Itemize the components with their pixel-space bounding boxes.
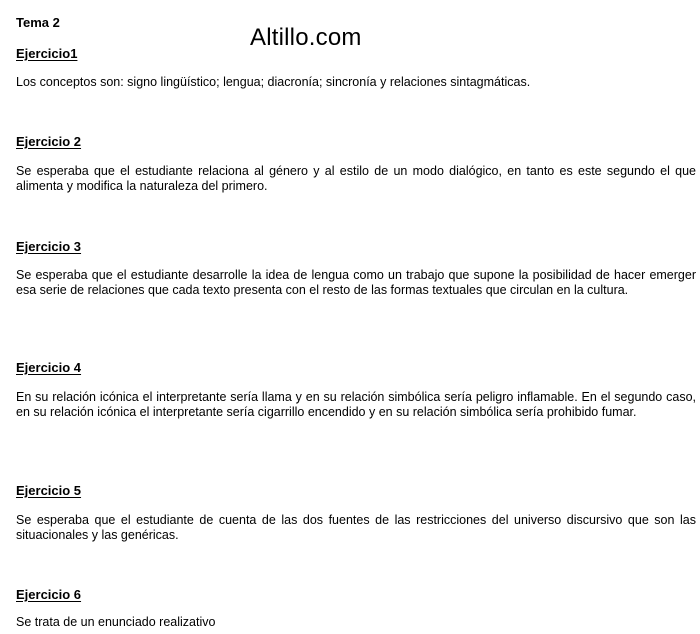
exercise-5-heading: Ejercicio 5 [16, 483, 82, 498]
exercise-1-text: Los conceptos son: signo lingüístico; lengua; diacronía; sincronía y relaciones sintagmáticas. [16, 75, 531, 89]
exercise-2-heading: Ejercicio 2 [16, 134, 82, 149]
exercise-5-text: Se esperaba que el estudiante de cuenta de las dos fuentes de las restricciones del universo discursivo que son las situacionales y las genéricas. [16, 513, 696, 542]
exercise-4-heading: Ejercicio 4 [16, 360, 82, 375]
exercise-1-heading: Ejercicio1 [16, 46, 78, 61]
exercise-6-text: Se trata de un enunciado realizativo [16, 615, 216, 629]
document-title: Tema 2 [16, 15, 60, 30]
exercise-3-heading: Ejercicio 3 [16, 239, 82, 254]
exercise-4-text: En su relación icónica el interpretante sería llama y en su relación simbólica sería peligro inflamable. En el segundo caso, en su relación icónica el interpretante sería cigarrillo encendido y en su relación simbólica sería prohibido fumar. [16, 390, 696, 419]
exercise-3-text: Se esperaba que el estudiante desarrolle la idea de lengua como un trabajo que supone la posibilidad de hacer emerger esa serie de relaciones que cada texto presenta con el resto de las formas textuales que circulan en la cultura. [16, 268, 696, 297]
exercise-6-heading: Ejercicio 6 [16, 587, 82, 602]
exercise-2-text: Se esperaba que el estudiante relaciona al género y al estilo de un modo dialógico, en tanto es este segundo el que alimenta y modifica la naturaleza del primero. [16, 164, 696, 193]
watermark-text: Altillo.com [250, 24, 362, 51]
